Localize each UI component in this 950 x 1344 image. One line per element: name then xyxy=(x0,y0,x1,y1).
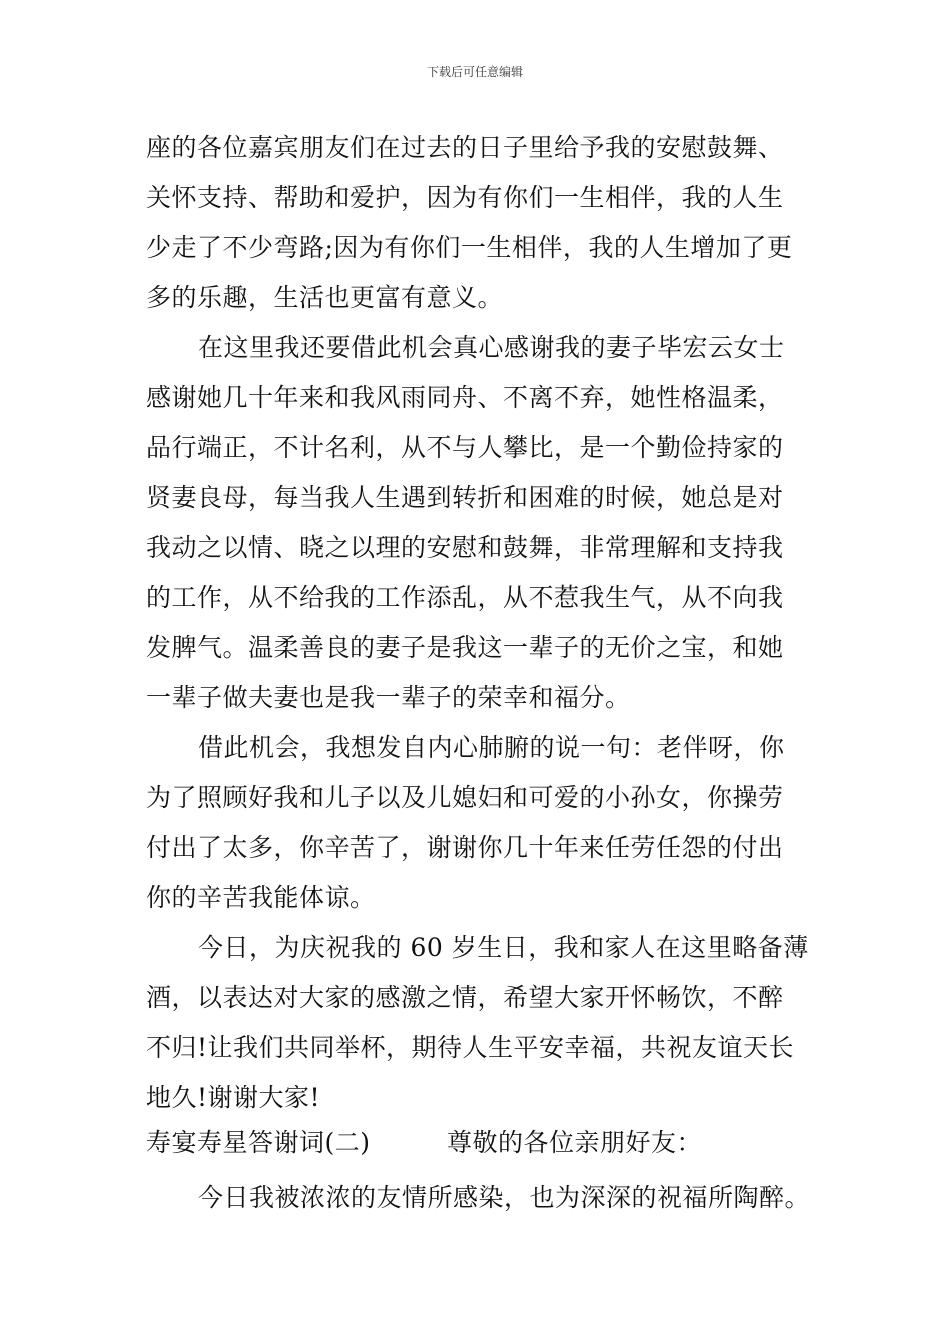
page-header: 下载后可任意编辑 xyxy=(426,65,523,79)
text-line: 今日，为庆祝我的 60 岁生日，我和家人在这里略备薄 xyxy=(198,933,809,962)
text-line: 地久!谢谢大家! xyxy=(146,1083,321,1112)
text-line: 今日我被浓浓的友情所感染，也为深深的祝福所陶醉。 xyxy=(198,1183,811,1212)
text-line: 我动之以情、晓之以理的安慰和鼓舞，非常理解和支持我 xyxy=(146,533,784,562)
text-line: 不归!让我们共同举杯，期待人生平安幸福，共祝友谊天长 xyxy=(146,1033,795,1062)
text-line: 少走了不少弯路;因为有你们一生相伴，我的人生增加了更 xyxy=(146,233,793,262)
text-line: 多的乐趣，生活也更富有意义。 xyxy=(146,283,504,312)
text-line: 品行端正，不计名利，从不与人攀比，是一个勤俭持家的 xyxy=(146,433,784,462)
text-line: 为了照顾好我和儿子以及儿媳妇和可爱的小孙女，你操劳 xyxy=(146,783,784,812)
text-line: 的工作，从不给我的工作添乱，从不惹我生气，从不向我 xyxy=(146,583,784,612)
text-line: 你的辛苦我能体谅。 xyxy=(146,883,376,912)
text-line: 感谢她几十年来和我风雨同舟、不离不弃，她性格温柔， xyxy=(146,383,784,412)
text-line: 座的各位嘉宾朋友们在过去的日子里给予我的安慰鼓舞、 xyxy=(146,133,784,162)
text-line: 借此机会，我想发自内心肺腑的说一句：老伴呀，你 xyxy=(198,733,785,762)
text-line: 发脾气。温柔善良的妻子是我这一辈子的无价之宝，和她 xyxy=(146,633,784,662)
text-line: 贤妻良母，每当我人生遇到转折和困难的时候，她总是对 xyxy=(146,483,784,512)
text-line: 关怀支持、帮助和爱护，因为有你们一生相伴，我的人生 xyxy=(146,183,784,212)
text-line: 一辈子做夫妻也是我一辈子的荣幸和福分。 xyxy=(146,683,631,712)
text-line: 付出了太多，你辛苦了，谢谢你几十年来任劳任怨的付出 xyxy=(146,833,784,862)
section-heading: 寿宴寿星答谢词(二) 尊敬的各位亲朋好友： xyxy=(146,1128,703,1157)
text-line: 酒，以表达对大家的感激之情，希望大家开怀畅饮，不醉 xyxy=(146,983,784,1012)
text-line: 在这里我还要借此机会真心感谢我的妻子毕宏云女士 xyxy=(198,333,785,362)
